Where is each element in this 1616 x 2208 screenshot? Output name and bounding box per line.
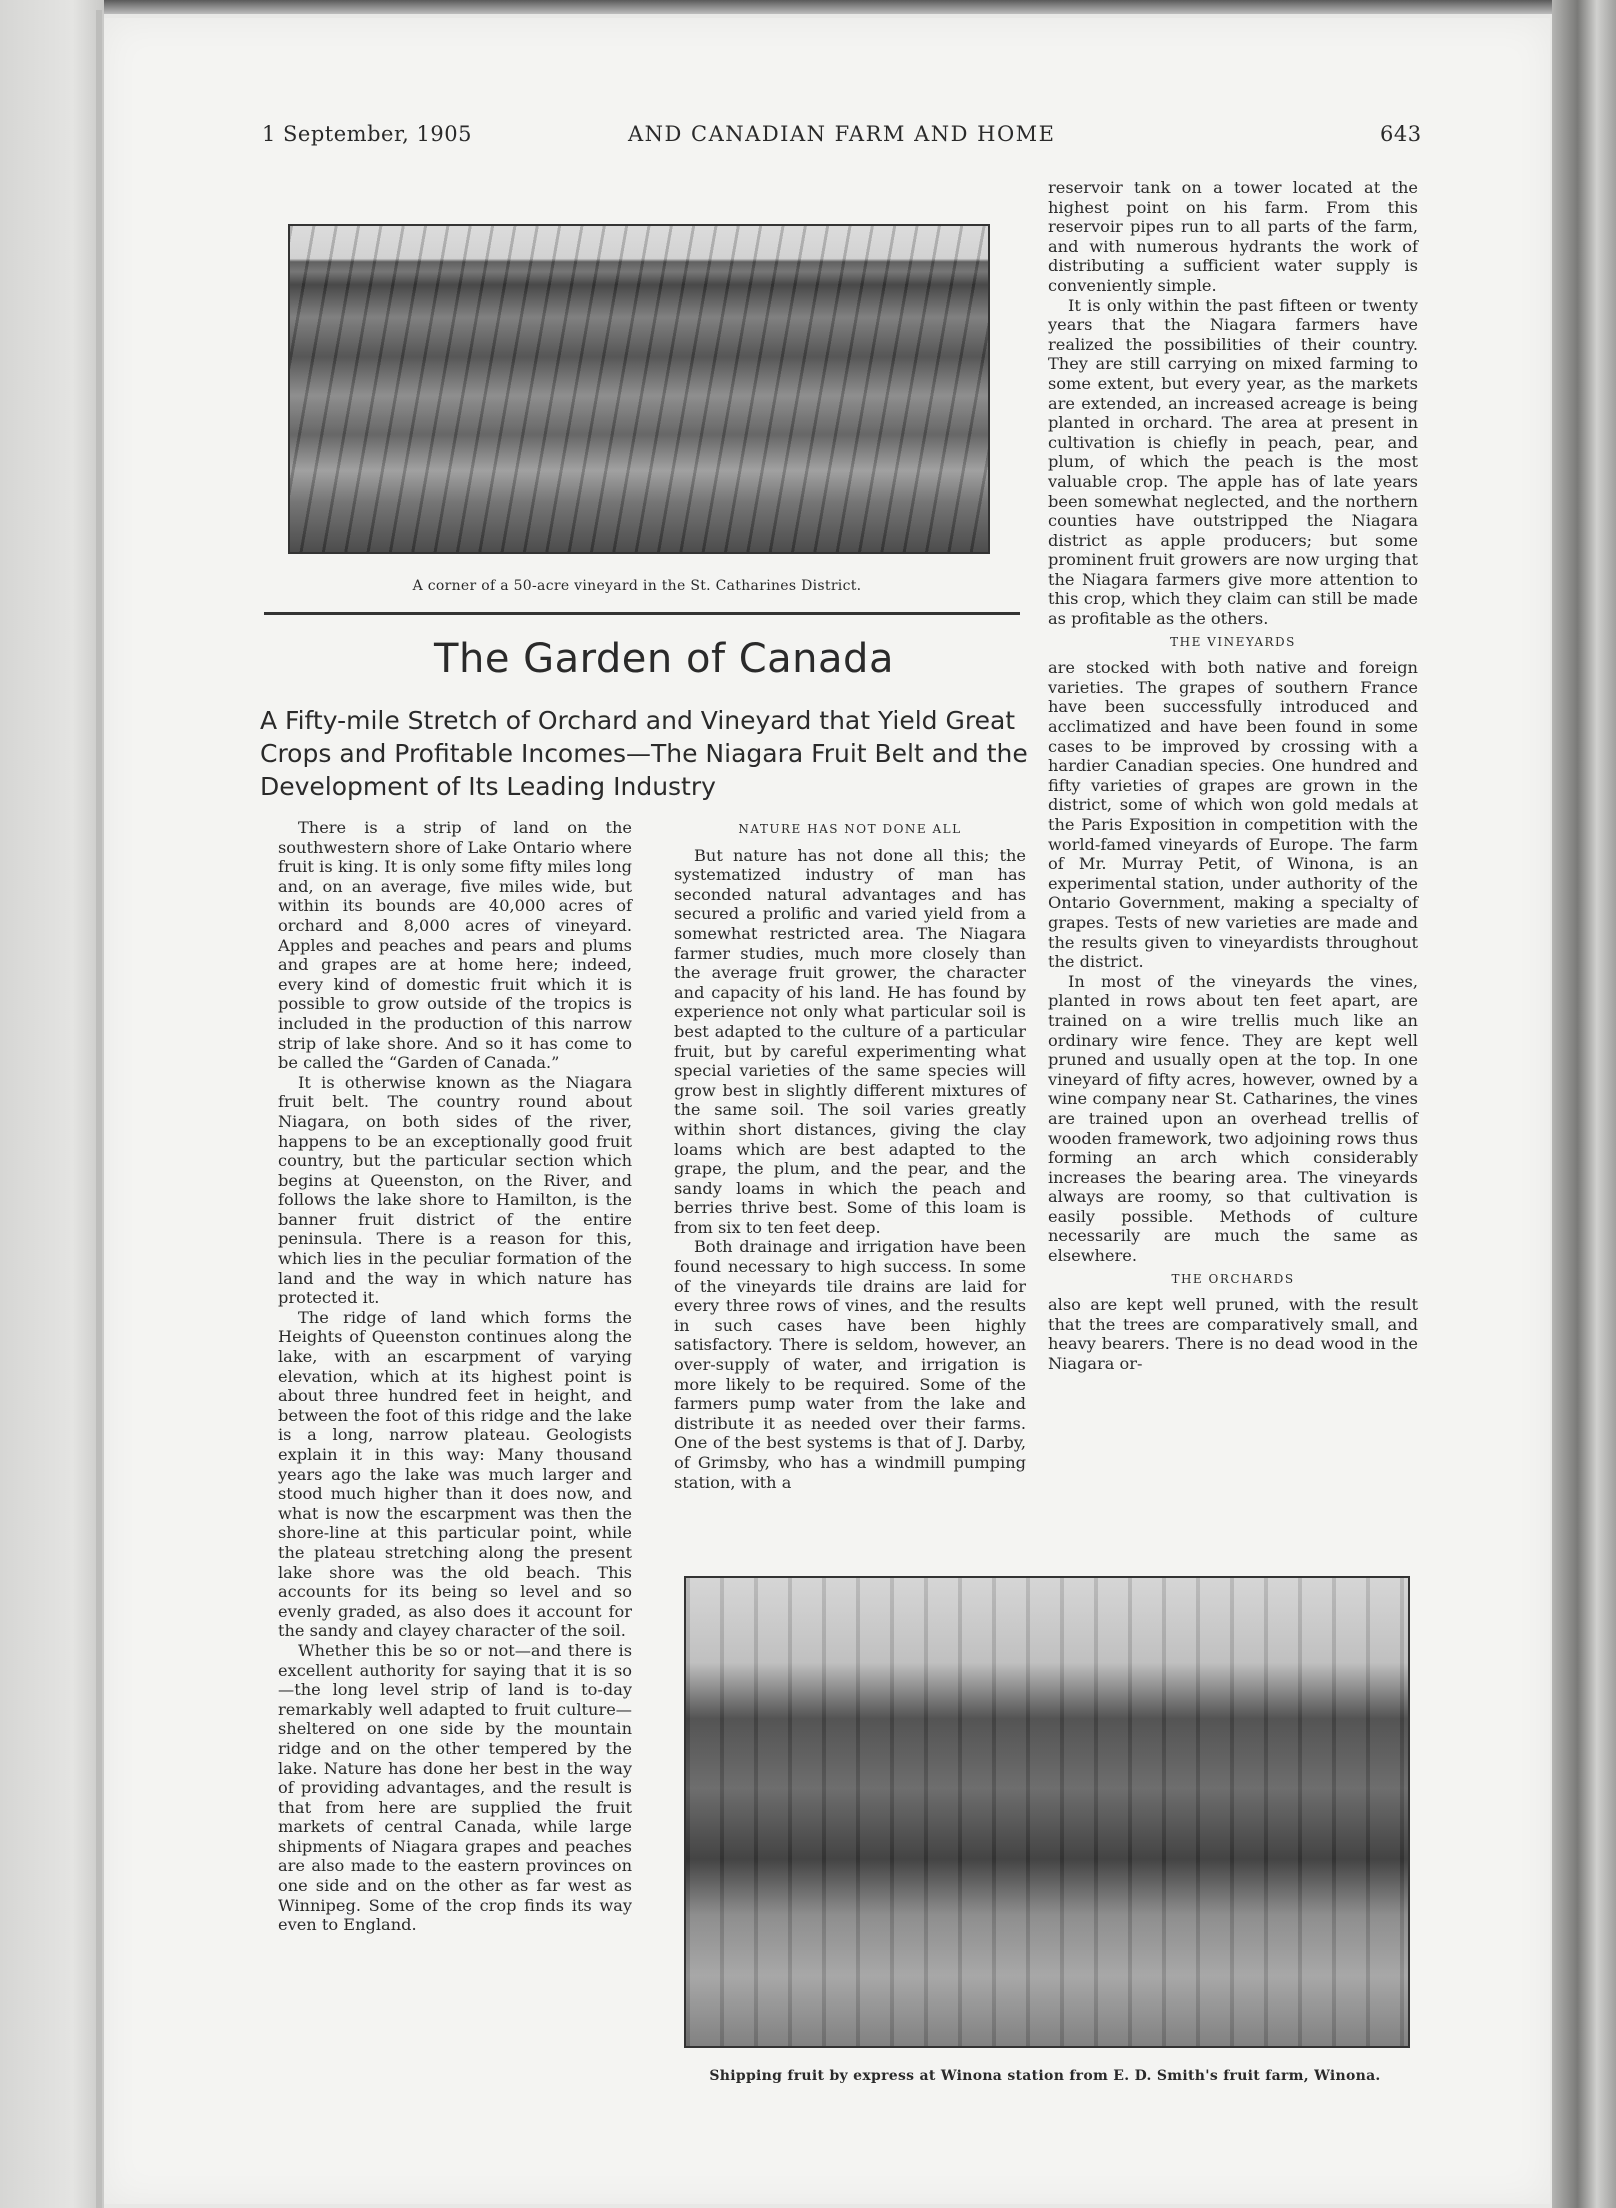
vineyard-photo-caption: A corner of a 50-acre vineyard in the St. Catharines District. xyxy=(412,578,862,594)
article-title: The Garden of Canada xyxy=(434,636,894,682)
winona-station-photo xyxy=(684,1576,1410,2048)
column-right xyxy=(1048,178,1418,1374)
title-rule xyxy=(264,612,1020,615)
paragraph: Whether this be so or not—and there is excellent authority for saying that it is so—the long level strip of land is to-day remarkably well adapted to fruit culture—sheltered on one side by the mountain ridge and on the other tempered by the lake. Nature has done her best in the way of providing advantages, and the result is that from here are supplied the fruit markets of central Canada, while large shipments of Niagara grapes and peaches are also made to the eastern provinces on one side and on the other as far west as Winnipeg. Some of the crop finds its way even to England. xyxy=(278,1640,632,1935)
paragraph: It is otherwise known as the Niagara fruit belt. The country round about Niagara, on both sides of the river, happens to be an exceptionally good fruit country, but the particular section which begins at Queenston, on the River, and follows the lake shore to Hamilton, is the banner fruit district of the entire peninsula. There is a reason for this, which lies in the peculiar formation of the land and the way in which nature has protected it. xyxy=(278,1072,632,1308)
paragraph: There is a strip of land on the southwestern shore of Lake Ontario where fruit is king. It is only some fifty miles long and, on an average, five miles wide, but within its bounds are 40,000 acres of orchard and 8,000 acres of vineyard. Apples and peaches and pears and plums and grapes are at home here; indeed, every kind of domestic fruit which it is possible to grow outside of the tropics is included in the production of this narrow strip of lake shore. And so it has come to be called the “Garden of Canada.” xyxy=(278,818,632,1073)
paragraph: also are kept well pruned, with the result that the trees are comparatively small, and heavy bearers. There is no dead wood in the Niagara or- xyxy=(1048,1295,1418,1374)
page-number: 643 xyxy=(1380,122,1422,146)
station-photo-caption: Shipping fruit by express at Winona station from E. D. Smith's fruit farm, Winona. xyxy=(709,2068,1381,2084)
section-heading-vineyards: THE VINEYARDS xyxy=(1170,634,1296,649)
paragraph: In most of the vineyards the vines, planted in rows about ten feet apart, are trained on a wire trellis much like an ordinary wire fence. They are kept well pruned and usually open at the top. In one vineyard of fifty acres, however, owned by a wine company near St. Catharines, the vines are trained upon an overhead trellis of wooden framework, two adjoining rows thus forming an arch which considerably increases the bearing area. The vineyards always are roomy, so that cultivation is easily possible. Methods of culture necessarily are much the same as elsewhere. xyxy=(1048,971,1418,1266)
paragraph: The ridge of land which forms the Heights of Queenston continues along the lake, with an escarpment of varying elevation, which at its highest point is about three hundred feet in height, and between the foot of this ridge and the lake is a long, narrow plateau. Geologists explain it in this way: Many thousand years ago the lake was much larger and stood much higher than it does now, and what is now the escarpment was then the shore-line at this particular point, while the plateau stretching along the present lake shore was the old beach. This accounts for its being so level and so evenly graded, as also does it account for the sandy and clayey character of the soil. xyxy=(278,1307,632,1641)
paragraph: are stocked with both native and foreign varieties. The grapes of southern France have been successfully introduced and acclimatized and have been found in some cases to be improved by crossing with a hardier Canadian species. One hundred and fifty varieties of grapes are grown in the district, some of which won gold medals at the Paris Exposition in competition with the world-famed vineyards of Europe. The farm of Mr. Murray Petit, of Winona, is an experimental station, under authority of the Ontario Government, making a specialty of grapes. Tests of new varieties are made and the results given to vineyardists throughout the district. xyxy=(1048,658,1418,972)
running-head-title: AND CANADIAN FARM AND HOME xyxy=(628,122,1056,146)
section-heading-nature: NATURE HAS NOT DONE ALL xyxy=(738,822,962,836)
section-heading-orchards: THE ORCHARDS xyxy=(1171,1271,1295,1286)
article-subtitle: A Fifty-mile Stretch of Orchard and Vineyard that Yield Great Crops and Profitable Incomes—The Niagara Fruit Belt and the Development of Its Leading Industry xyxy=(260,706,1028,801)
column-middle xyxy=(674,816,1026,1492)
running-head-date: 1 September, 1905 xyxy=(262,122,472,146)
vineyard-photo xyxy=(288,224,990,554)
paragraph: reservoir tank on a tower located at the highest point on his farm. From this reservoir pipes run to all parts of the farm, and with numerous hydrants the work of distributing a sufficient water supply is conveniently simple. xyxy=(1048,178,1418,295)
paragraph: But nature has not done all this; the systematized industry of man has seconded natural advantages and has secured a prolific and varied yield from a somewhat restricted area. The Niagara farmer studies, much more closely than the average fruit grower, the character and capacity of his land. He has found by experience not only what particular soil is best adapted to the culture of a particular fruit, but by careful experimenting what special varieties of the same species will grow best in slightly different mixtures of the same soil. The soil varies greatly within short distances, giving the clay loams which are best adapted to the grape, the plum, and the pear, and the sandy loams in which the peach and berries thrive best. Some of this loam is from six to ten feet deep. xyxy=(674,845,1026,1237)
paragraph: Both drainage and irrigation have been found necessary to high success. In some of the vineyards tile drains are laid for every three rows of vines, and the results in such cases have been highly satisfactory. There is seldom, however, an over-supply of water, and irrigation is more likely to be required. Some of the farmers pump water from the lake and distribute it as needed over their farms. One of the best systems is that of J. Darby, of Grimsby, who has a windmill pumping station, with a xyxy=(674,1237,1026,1492)
paragraph: It is only within the past fifteen or twenty years that the Niagara farmers have realized the possibilities of their country. They are still carrying on mixed farming to some extent, but every year, as the markets are extended, an increased acreage is being planted in orchard. The area at present in cultivation is chiefly in peach, pear, and plum, of which the peach is the most valuable crop. The apple has of late years been somewhat neglected, and the northern counties have outstripped the Niagara district as apple producers; but some prominent fruit growers are now urging that the Niagara farmers give more attention to this crop, which they claim can still be made as profitable as the others. xyxy=(1048,295,1418,629)
column-left xyxy=(278,818,632,1935)
